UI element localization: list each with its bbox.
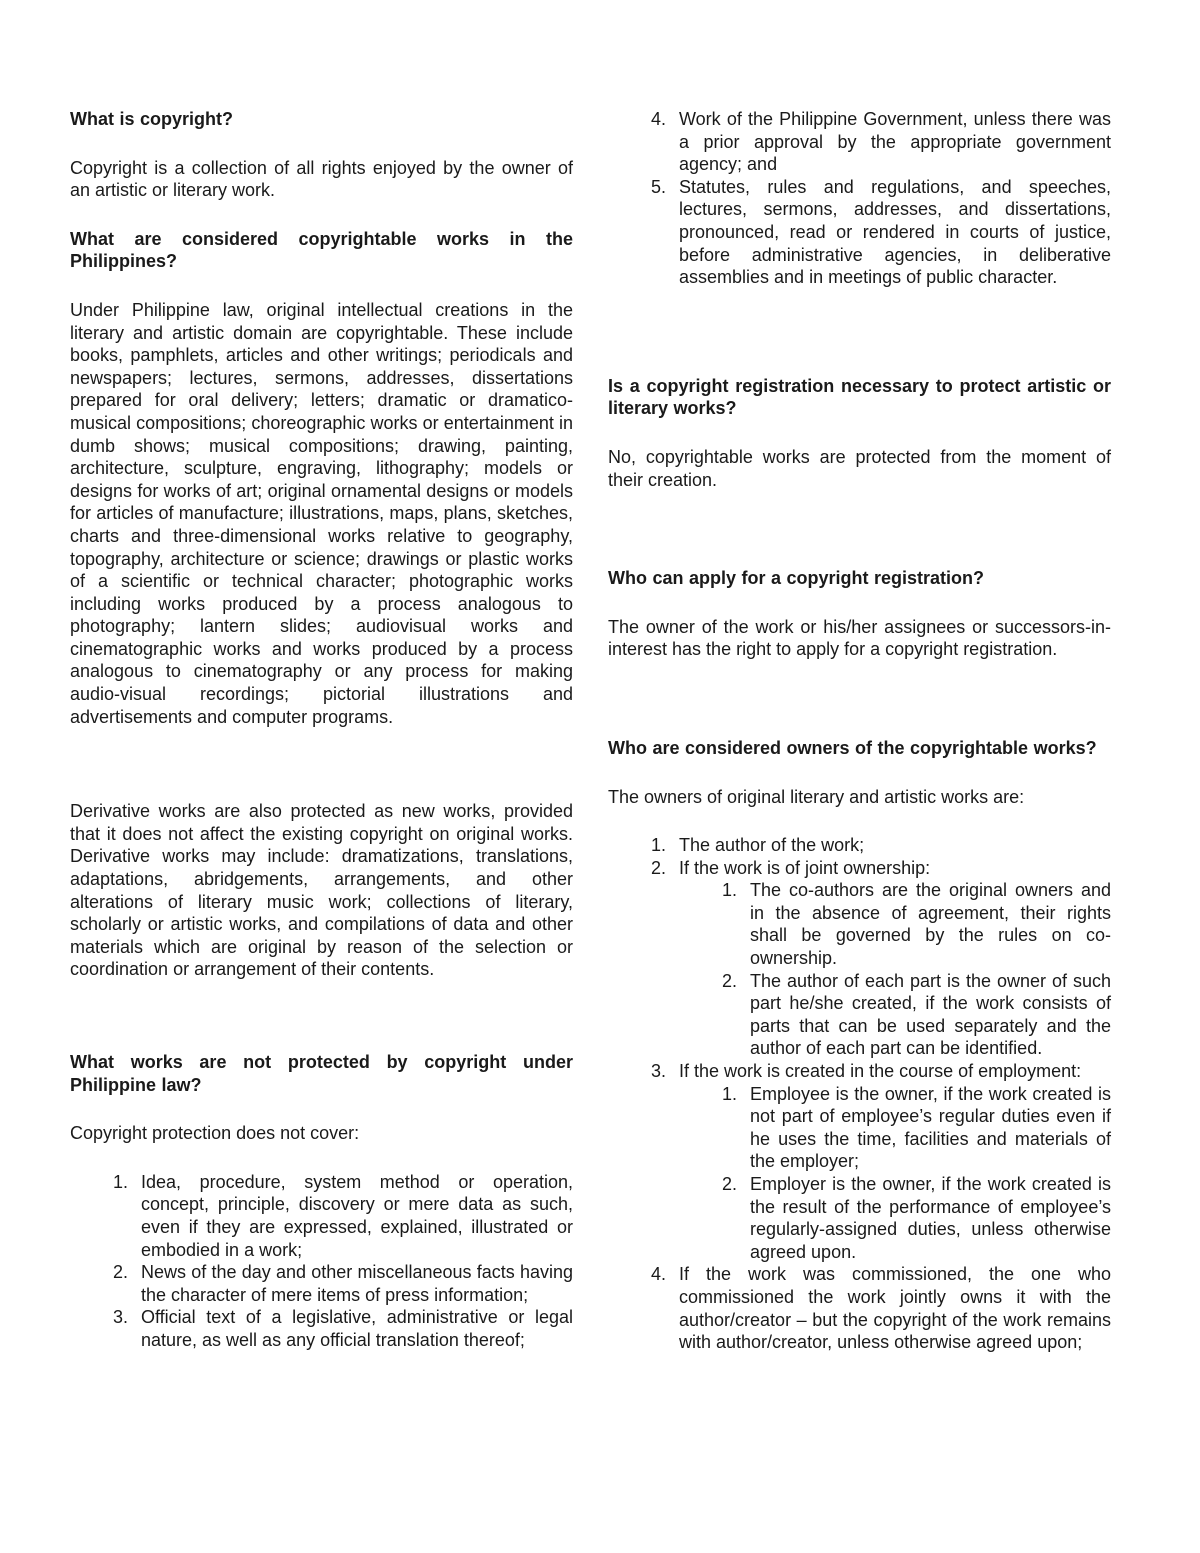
question-owners: Who are considered owners of the copyrightable works?	[608, 737, 1097, 758]
answer-registration-necessary: No, copyrightable works are protected from the moment of their creation.	[608, 446, 1111, 490]
sub-list-item: 1. Employee is the owner, if the work created is not part of employee’s regular duties even if he uses the time, facilities and materials of the employer;	[721, 1083, 1111, 1172]
answer-derivative-works: Derivative works are also protected as new works, provided that it does not affect the existing copyright on original works. Derivative works may include: dramatizations, translations, adaptations, abridgements, arrangements, and other alterations of literary music work; collections of literary, scholarly or artistic works, and compilations of data and other materials which are original by reason of the selection or coordination or arrangement of their contents.	[70, 801, 573, 980]
sub-list	[679, 879, 1111, 1060]
answer-who-can-apply: The owner of the work or his/her assignees or successors-in-interest has the right to apply for a copyright registration.	[608, 616, 1111, 660]
question-registration-necessary: Is a copyright registration necessary to protect artistic or literary works?	[608, 375, 1111, 419]
right-column	[608, 108, 1111, 1354]
sub-list-item: 2. The author of each part is the owner of such part he/she created, if the work consists of parts that can be used separately and the author of each part can be identified.	[721, 970, 1111, 1059]
answer-owners-intro: The owners of original literary and artistic works are:	[608, 786, 1025, 807]
answer-copyrightable-works: Under Philippine law, original intellectual creations in the literary and artistic domain are copyrightable. These include books, pamphlets, articles and other writings; periodicals and newspapers; lectures, sermons, addresses, dissertations prepared for oral delivery; letters; dramatic or dramatico-musical compositions; choreographic works or entertainment in dumb shows; musical compositions; drawing, painting, architecture, sculpture, engraving, lithography; models or designs for works of art; original ornamental designs or models for articles of manufacture; illustrations, maps, plans, sketches, charts and three-dimensional works relative to geography, topography, architecture or science; drawings or plastic works of a scientific or technical character; photographic works including works produced by a process analogous to photography; lantern slides; audiovisual works and cinematographic works and works produced by a process analogous to cinematography or any process for making audio-visual recordings; pictorial illustrations and advertisements and computer programs.	[70, 299, 573, 727]
not-protected-list-continued	[608, 108, 1111, 289]
list-item: 2. If the work is of joint ownership: 1. The co-authors are the original owners and in the absence of agreement, their rights shall be governed by the rules on co-ownership. 2. The author of each part is the owner of such part he/she created, if the work consists of parts that can be used separately and the author of each part can be identified.	[650, 857, 1111, 1059]
list-item: 4. If the work was commissioned, the one who commissioned the work jointly owns it with the author/creator – but the copyright of the work remains with author/creator, unless otherwise agreed upon;	[650, 1264, 1111, 1353]
left-column	[70, 108, 573, 1352]
owners-list	[608, 834, 1111, 1354]
question-who-can-apply: Who can apply for a copyright registration?	[608, 568, 985, 589]
question-what-is-copyright: What is copyright?	[70, 109, 233, 129]
list-item: 5. Statutes, rules and regulations, and speeches, lectures, sermons, addresses, and dissertations, pronounced, read or rendered in courts of justice, before administrative agencies, in deliberative assemblies and in meetings of public character.	[650, 176, 1111, 288]
list-item: 1. Idea, procedure, system method or operation, concept, principle, discovery or mere data as such, even if they are expressed, explained, illustrated or embodied in a work;	[112, 1171, 573, 1260]
list-item: 4. Work of the Philippine Government, unless there was a prior approval by the appropriate government agency; and	[650, 109, 1111, 175]
question-copyrightable-works: What are considered copyrightable works in the Philippines?	[70, 228, 573, 272]
answer-not-protected-intro: Copyright protection does not cover:	[70, 1123, 360, 1144]
sub-list-item: 1. The co-authors are the original owners and in the absence of agreement, their rights shall be governed by the rules on co-ownership.	[721, 880, 1111, 969]
question-not-protected: What works are not protected by copyright under Philippine law?	[70, 1052, 573, 1095]
answer-what-is-copyright: Copyright is a collection of all rights enjoyed by the owner of an artistic or literary work.	[70, 157, 573, 201]
list-item: 1. The author of the work;	[650, 835, 865, 856]
sub-list	[679, 1083, 1111, 1264]
sub-list-item: 2. Employer is the owner, if the work created is the result of the performance of employee’s regularly-assigned duties, unless otherwise agreed upon.	[721, 1174, 1111, 1262]
list-item: 2. News of the day and other miscellaneous facts having the character of mere items of press information;	[112, 1262, 573, 1305]
list-item: 3. If the work is created in the course of employment: 1. Employee is the owner, if the work created is not part of employee’s regular duties even if he uses the time, facilities and materials of the employer; 2. Employer is the owner, if the work created is the result of the performance of employee’s regularly-assigned duties, unless otherwise agreed upon.	[650, 1061, 1111, 1262]
not-protected-list	[70, 1171, 573, 1352]
list-item: 3. Official text of a legislative, administrative or legal nature, as well as any official translation thereof;	[112, 1307, 573, 1350]
